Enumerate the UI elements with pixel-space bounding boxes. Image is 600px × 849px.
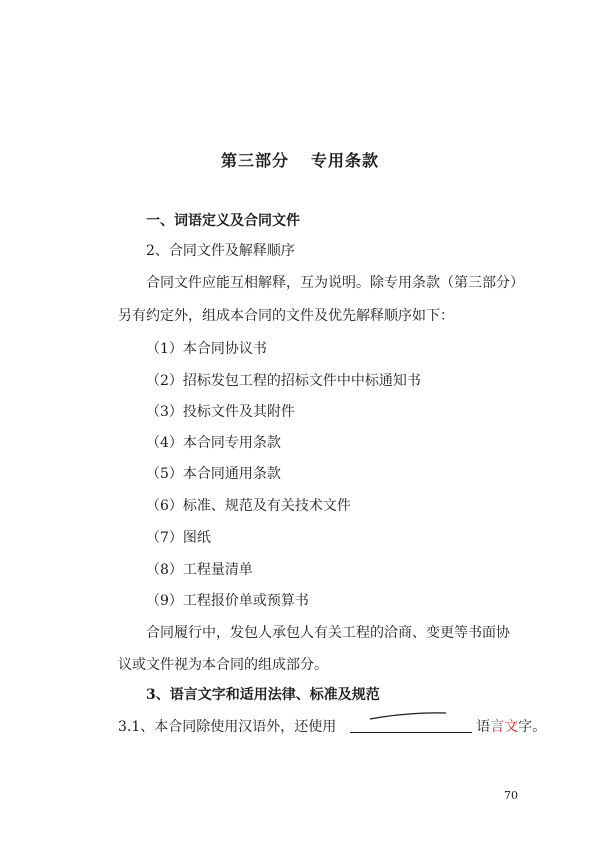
list-item: （8）工程量清单 — [146, 562, 253, 578]
subsection-heading-2: 2、合同文件及解释顺序 — [146, 243, 295, 259]
paragraph-2-line-2: 议或文件视为本合同的组成部分。 — [118, 657, 328, 673]
list-item: （6）标准、规范及有关技术文件 — [146, 498, 351, 514]
list-item: （7）图纸 — [146, 530, 211, 546]
paragraph-2-line-1: 合同履行中，发包人承包人有关工程的洽商、变更等书面协 — [146, 625, 510, 641]
list-item: （4）本合同专用条款 — [146, 435, 281, 451]
list-item: （9）工程报价单或预算书 — [146, 593, 309, 609]
clause-3-1-suffix-a: 语 — [476, 719, 491, 735]
title-part: 第三部分 — [220, 151, 289, 170]
paragraph-1-line-2: 另有约定外，组成本合同的文件及优先解释顺序如下： — [118, 308, 454, 324]
list-item: （5）本合同通用条款 — [146, 466, 281, 482]
fill-in-blank — [350, 718, 472, 733]
title-name: 专用条款 — [311, 151, 380, 170]
clause-3-1 — [118, 718, 546, 736]
list-item: （3）投标文件及其附件 — [146, 404, 295, 420]
handwritten-stroke — [368, 710, 448, 724]
page-title — [0, 148, 600, 171]
page-number: 70 — [504, 789, 518, 802]
clause-3-1-prefix: 3.1、本合同除使用汉语外，还使用 — [118, 719, 337, 735]
paragraph-1-line-1: 合同文件应能互相解释，互为说明。除专用条款（第三部分） — [146, 275, 524, 291]
list-item: （1）本合同协议书 — [146, 341, 267, 357]
section-heading-3: 3、语言文字和适用法律、标准及规范 — [146, 687, 380, 703]
clause-3-1-suffix-red: 言文 — [490, 719, 519, 735]
clause-3-1-suffix-b: 字。 — [518, 719, 547, 735]
section-heading-1: 一、词语定义及合同文件 — [146, 213, 300, 229]
list-item: （2）招标发包工程的招标文件中中标通知书 — [146, 373, 421, 389]
